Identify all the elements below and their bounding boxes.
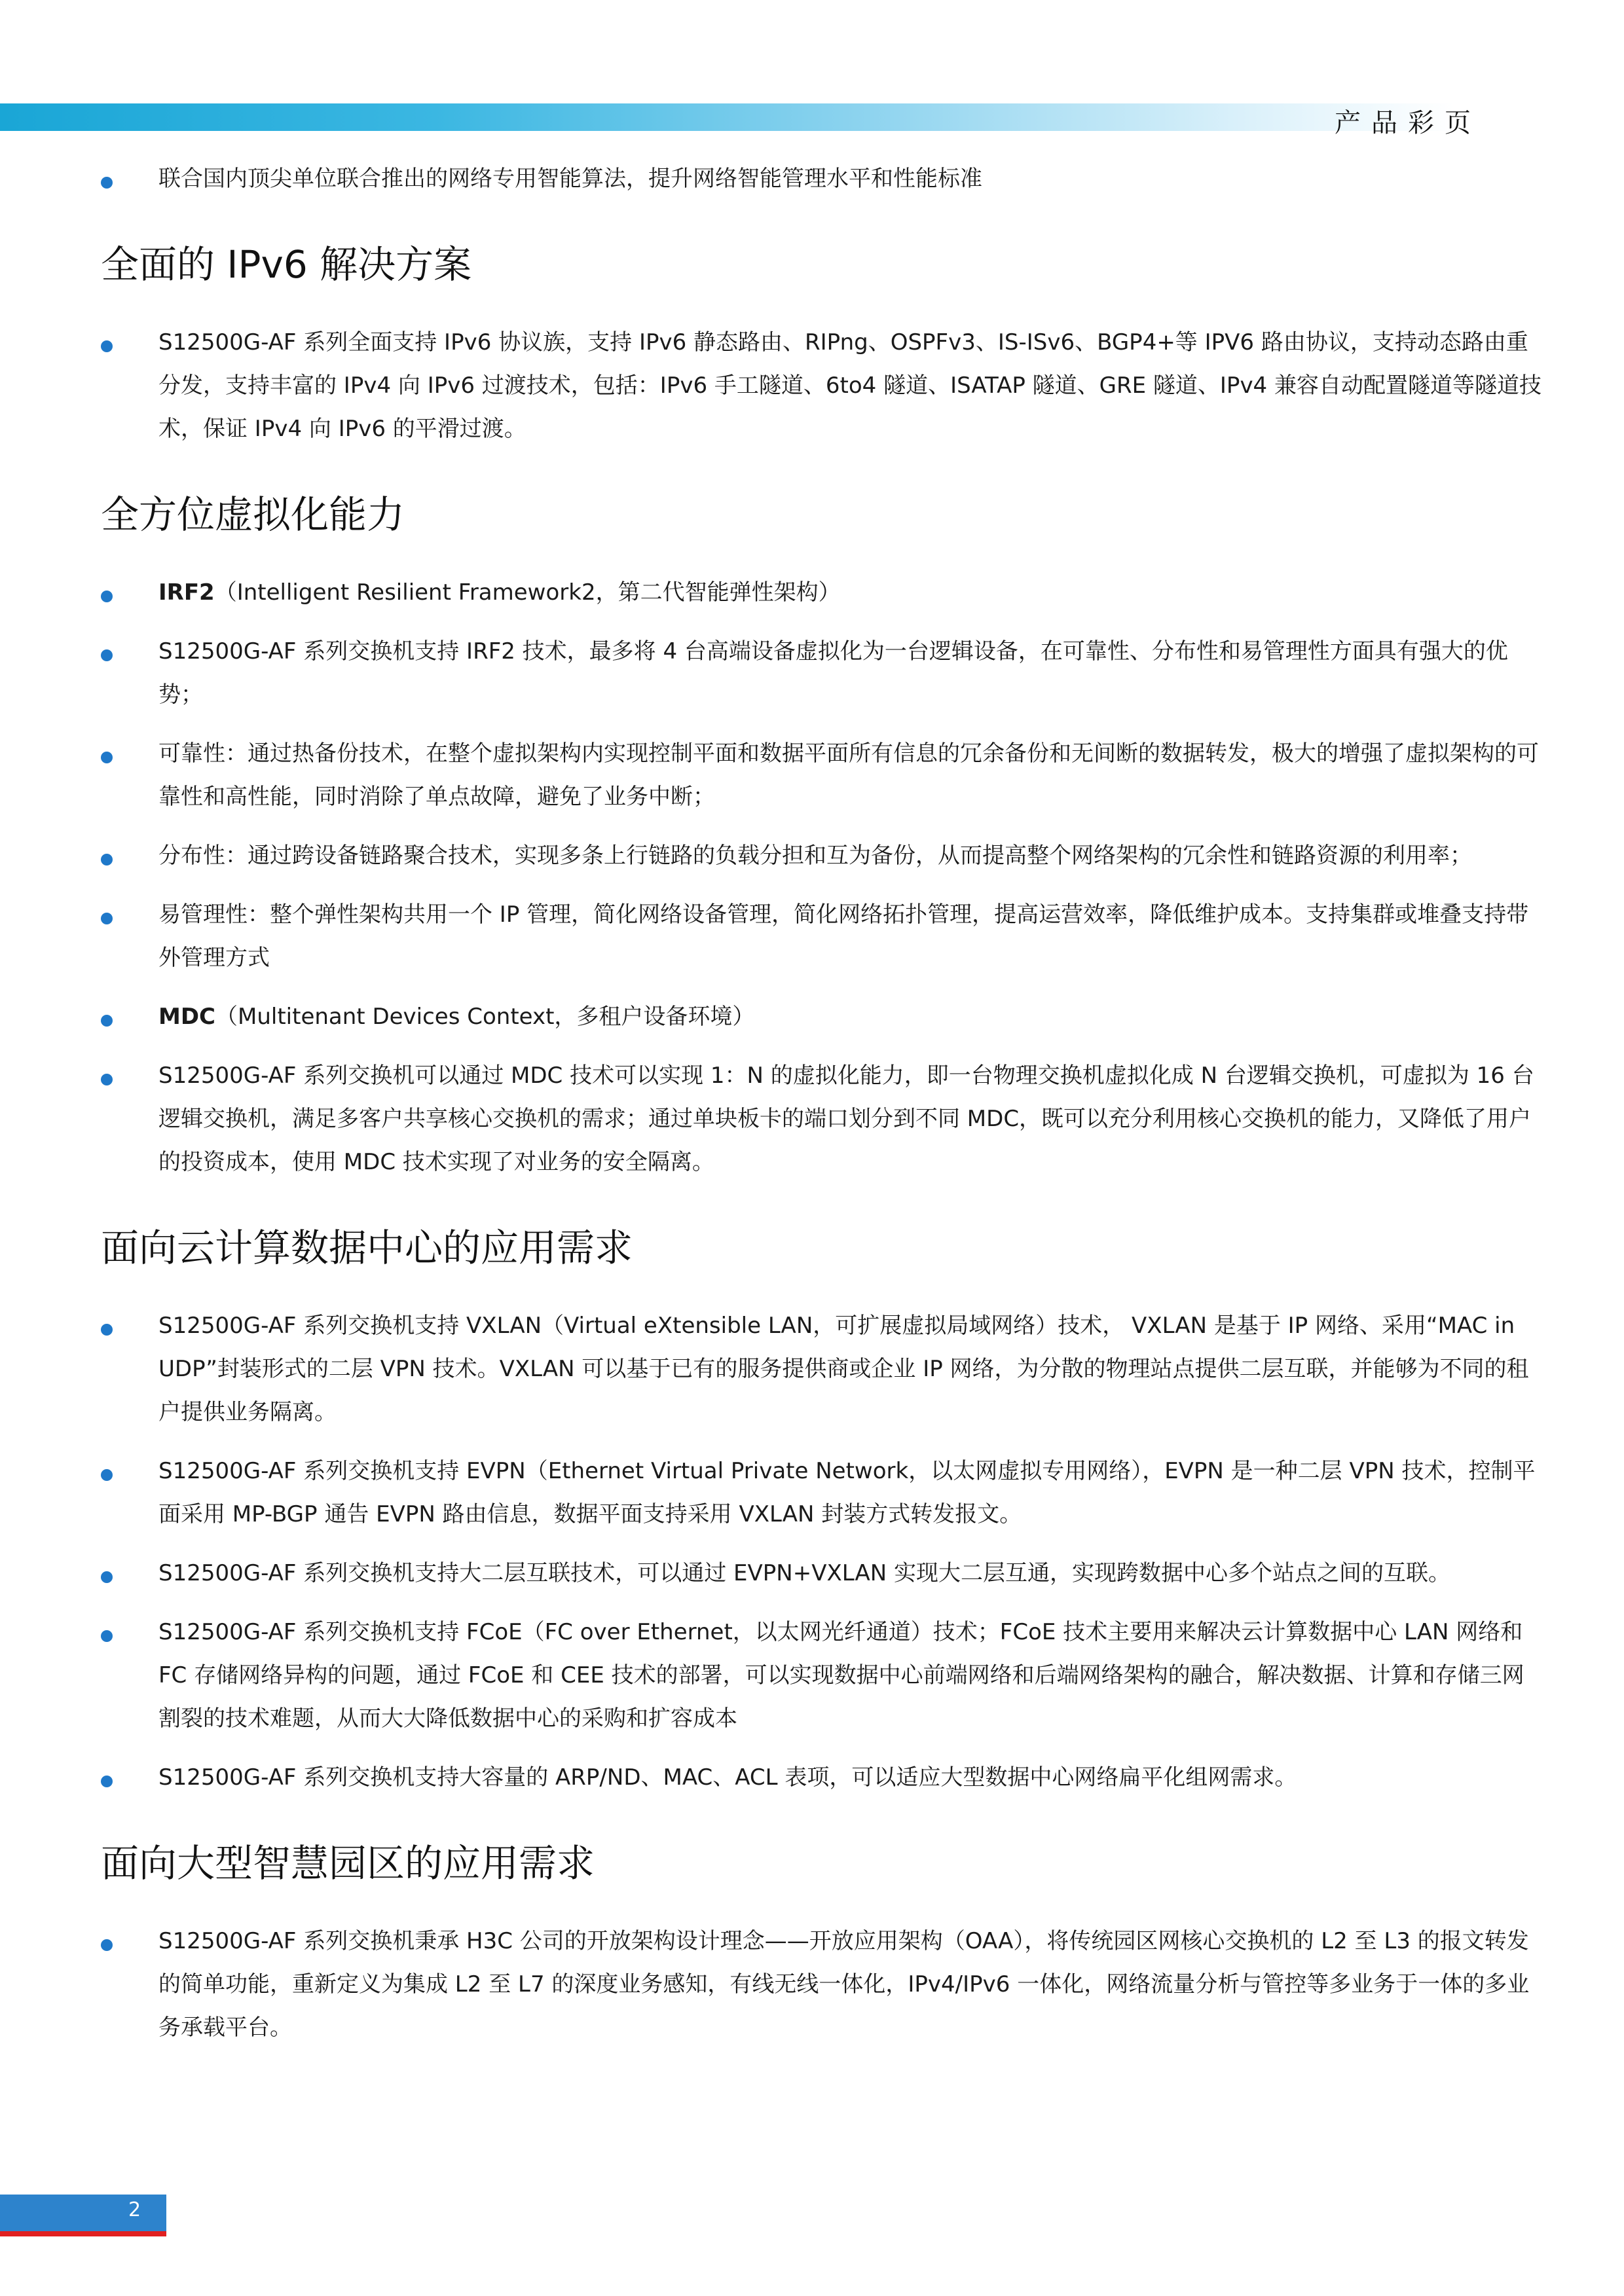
bullet-icon [101, 177, 113, 189]
header-title: 产品彩页 [1335, 108, 1481, 138]
document-body [101, 157, 1545, 2065]
page-number: 2 [128, 2198, 141, 2221]
bullet-text: 可靠性：通过热备份技术，在整个虚拟架构内实现控制平面和数据平面所有信息的冗余备份和无间断的数据转发，极大的增强了虚拟架构的可靠性和高性能，同时消除了单点故障，避免了业务中断； [158, 740, 1539, 810]
bullet-icon [101, 1571, 113, 1583]
list-item [101, 893, 1545, 979]
section-heading-smart-campus: 面向大型智慧园区的应用需求 [101, 1841, 595, 1886]
bullet-icon [101, 1469, 113, 1481]
header-bar [0, 103, 1454, 131]
bullet-text: S12500G-AF 系列交换机支持 EVPN（Ethernet Virtual Private Network，以太网虚拟专用网络），EVPN 是一种二层 VPN 技术，控制平面采用 MP-BGP 通告 EVPN 路由信息，数据平面支持采用 VXLAN 封装方式转发报文。 [158, 1458, 1536, 1527]
bullet-text: S12500G-AF 系列交换机秉承 H3C 公司的开放架构设计理念——开放应用架构（OAA），将传统园区网核心交换机的 L2 至 L3 的报文转发的简单功能，重新定义为集成 L2 至 L7 的深度业务感知，有线无线一体化，IPv4/IPv6 一体化，网络流量分析与管控等多业务于一体的多业务承载平台。 [158, 1928, 1530, 2041]
bullet-text: S12500G-AF 系列交换机支持 IRF2 技术，最多将 4 台高端设备虚拟化为一台逻辑设备，在可靠性、分布性和易管理性方面具有强大的优势； [158, 638, 1508, 708]
bullet-icon [101, 752, 113, 763]
list-item [101, 995, 1545, 1038]
footer-page-box [0, 2195, 166, 2231]
list-item [101, 571, 1545, 614]
bullet-icon [101, 1939, 113, 1951]
list-item [101, 630, 1545, 716]
bullet-text: 易管理性：整个弹性架构共用一个 IP 管理，简化网络设备管理，简化网络拓扑管理，提高运营效率，降低维护成本。支持集群或堆叠支持带外管理方式 [158, 902, 1529, 971]
bullet-icon [101, 649, 113, 661]
section-heading-cloud-datacenter: 面向云计算数据中心的应用需求 [101, 1226, 633, 1270]
list-item [101, 1449, 1545, 1536]
bullet-icon [101, 1324, 113, 1336]
list-item [101, 834, 1545, 877]
list-item [101, 1920, 1545, 2049]
list-item [101, 1756, 1545, 1799]
bullet-text: S12500G-AF 系列交换机支持 FCoE（FC over Ethernet，以太网光纤通道）技术；FCoE 技术主要用来解决云计算数据中心 LAN 网络和 FC 存储网络异构的问题，通过 FCoE 和 CEE 技术的部署，可以实现数据中心前端网络和后端网络架构的融合，解决数据、计算和存储三网割裂的技术难题，从而大大降低数据中心的采购和扩容成本 [158, 1619, 1524, 1732]
bullet-icon [101, 340, 113, 352]
bullet-bold-term: IRF2 [158, 579, 215, 606]
bullet-text: S12500G-AF 系列交换机支持 VXLAN（Virtual eXtensible LAN，可扩展虚拟局域网络）技术， VXLAN 是基于 IP 网络、采用“MAC in UDP”封装形式的二层 VPN 技术。VXLAN 可以基于已有的服务提供商或企业 IP 网络，为分散的物理站点提供二层互联，并能够为不同的租户提供业务隔离。 [158, 1313, 1529, 1425]
bullet-icon [101, 1015, 113, 1027]
bullet-text: （Multitenant Devices Context，多租户设备环境） [215, 1004, 755, 1030]
list-item [101, 1304, 1545, 1434]
bullet-text: 联合国内顶尖单位联合推出的网络专用智能算法，提升网络智能管理水平和性能标准 [158, 166, 982, 192]
list-item [101, 1611, 1545, 1740]
bullet-icon [101, 591, 113, 602]
list-item [101, 1552, 1545, 1595]
bullet-text: S12500G-AF 系列全面支持 IPv6 协议族，支持 IPv6 静态路由、RIPng、OSPFv3、IS-ISv6、BGP4+等 IPV6 路由协议，支持动态路由重分发，支持丰富的 IPv4 向 IPv6 过渡技术，包括：IPv6 手工隧道、6to4 隧道、ISATAP 隧道、GRE 隧道、IPv4 兼容自动配置隧道等隧道技术，保证 IPv4 向 IPv6 的平滑过渡。 [158, 329, 1541, 442]
bullet-text: S12500G-AF 系列交换机可以通过 MDC 技术可以实现 1：N 的虚拟化能力，即一台物理交换机虚拟化成 N 台逻辑交换机，可虚拟为 16 台逻辑交换机，满足多客户共享核心交换机的需求；通过单块板卡的端口划分到不同 MDC，既可以充分利用核心交换机的能力，又降低了用户的投资成本，使用 MDC 技术实现了对业务的安全隔离。 [158, 1063, 1534, 1175]
bullet-icon [101, 1074, 113, 1085]
bullet-icon [101, 1630, 113, 1642]
list-item [101, 321, 1545, 450]
bullet-text: 分布性：通过跨设备链路聚合技术，实现多条上行链路的负载分担和互为备份，从而提高整个网络架构的冗余性和链路资源的利用率； [158, 843, 1472, 869]
list-item [101, 157, 1545, 200]
bullet-icon [101, 913, 113, 924]
list-item [101, 732, 1545, 818]
bullet-icon [101, 854, 113, 866]
footer-red-stripe [0, 2231, 166, 2236]
bullet-icon [101, 1776, 113, 1787]
bullet-text: （Intelligent Resilient Framework2，第二代智能弹性架构） [214, 579, 841, 606]
bullet-text: S12500G-AF 系列交换机支持大二层互联技术，可以通过 EVPN+VXLAN 实现大二层互通，实现跨数据中心多个站点之间的互联。 [158, 1560, 1450, 1586]
section-heading-ipv6: 全面的 IPv6 解决方案 [101, 242, 472, 287]
bullet-bold-term: MDC [158, 1004, 216, 1030]
bullet-text: S12500G-AF 系列交换机支持大容量的 ARP/ND、MAC、ACL 表项，可以适应大型数据中心网络扁平化组网需求。 [158, 1764, 1297, 1791]
list-item [101, 1054, 1545, 1184]
section-heading-virtualization: 全方位虚拟化能力 [101, 492, 405, 537]
